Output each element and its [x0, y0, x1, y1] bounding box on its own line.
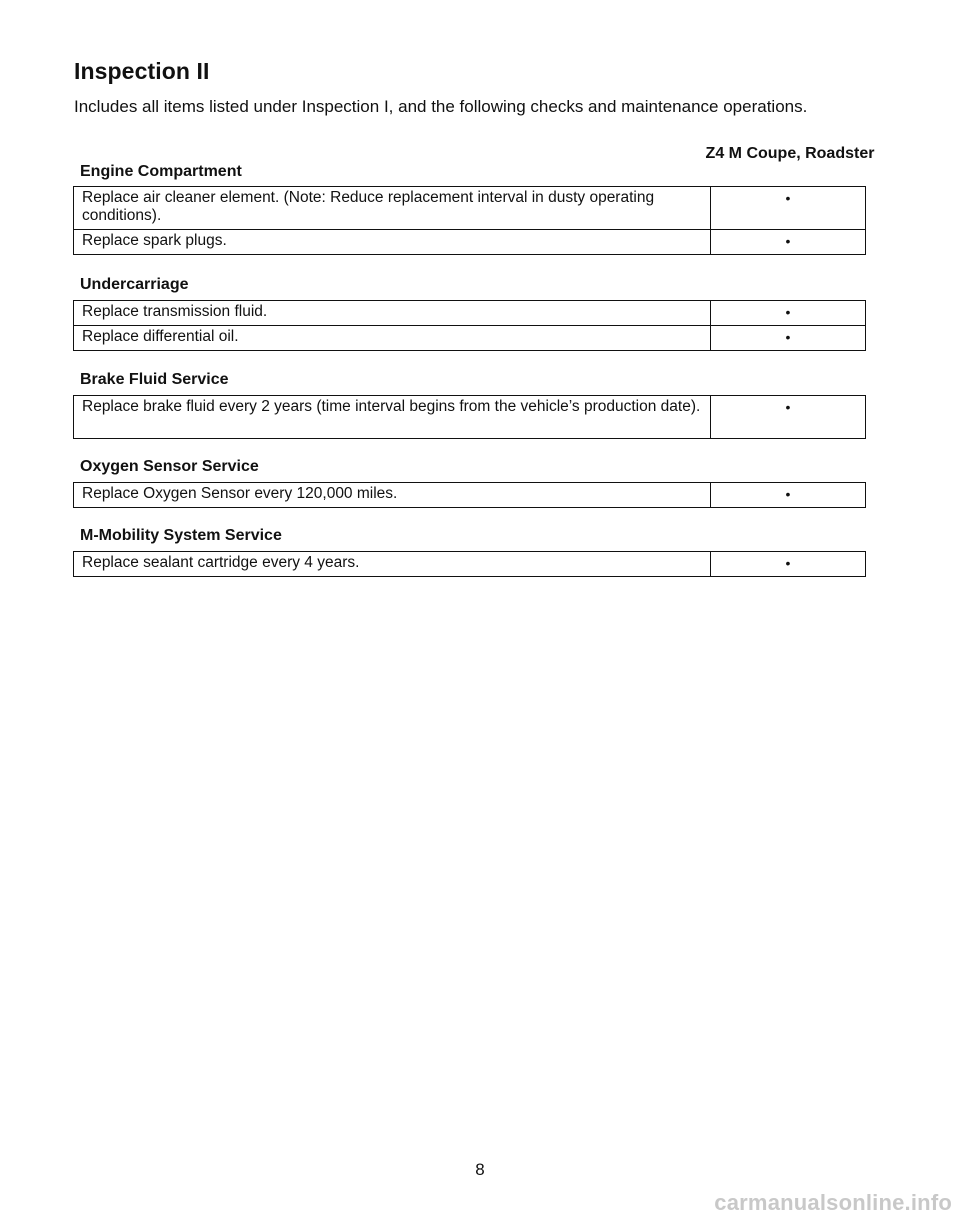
task-cell: Replace spark plugs. — [74, 230, 711, 255]
applicable-mark: • — [711, 301, 866, 326]
table-row — [74, 396, 866, 439]
table-row — [74, 230, 866, 255]
column-header-model: Z4 M Coupe, Roadster — [705, 145, 875, 162]
task-cell: Replace sealant cartridge every 4 years. — [74, 552, 711, 577]
section-heading-m-mobility: M-Mobility System Service — [80, 527, 282, 544]
table-row — [74, 187, 866, 230]
intro-text: Includes all items listed under Inspection I, and the following checks and maintenance operations. — [74, 97, 808, 116]
table-row — [74, 301, 866, 326]
table-oxygen-sensor — [73, 482, 866, 508]
applicable-mark: • — [711, 230, 866, 255]
table-row — [74, 326, 866, 351]
applicable-mark: • — [711, 326, 866, 351]
task-cell: Replace air cleaner element. (Note: Reduce replacement interval in dusty operating conditions). — [74, 187, 711, 230]
table-engine — [73, 186, 866, 255]
table-brake-fluid — [73, 395, 866, 439]
section-heading-oxygen-sensor: Oxygen Sensor Service — [80, 458, 259, 475]
table-row — [74, 483, 866, 508]
table-m-mobility — [73, 551, 866, 577]
task-cell: Replace brake fluid every 2 years (time interval begins from the vehicle’s production date). — [74, 396, 711, 439]
applicable-mark: • — [711, 396, 866, 439]
section-heading-undercarriage: Undercarriage — [80, 276, 189, 293]
task-cell: Replace differential oil. — [74, 326, 711, 351]
watermark-text: carmanualsonline.info — [714, 1190, 952, 1215]
section-heading-engine: Engine Compartment — [80, 163, 242, 180]
task-cell: Replace transmission fluid. — [74, 301, 711, 326]
page-title: Inspection II — [74, 58, 210, 84]
applicable-mark: • — [711, 552, 866, 577]
page-number: 8 — [475, 1160, 485, 1179]
table-undercarriage — [73, 300, 866, 351]
table-row — [74, 552, 866, 577]
applicable-mark: • — [711, 483, 866, 508]
section-heading-brake-fluid: Brake Fluid Service — [80, 371, 229, 388]
applicable-mark: • — [711, 187, 866, 230]
task-cell: Replace Oxygen Sensor every 120,000 miles. — [74, 483, 711, 508]
